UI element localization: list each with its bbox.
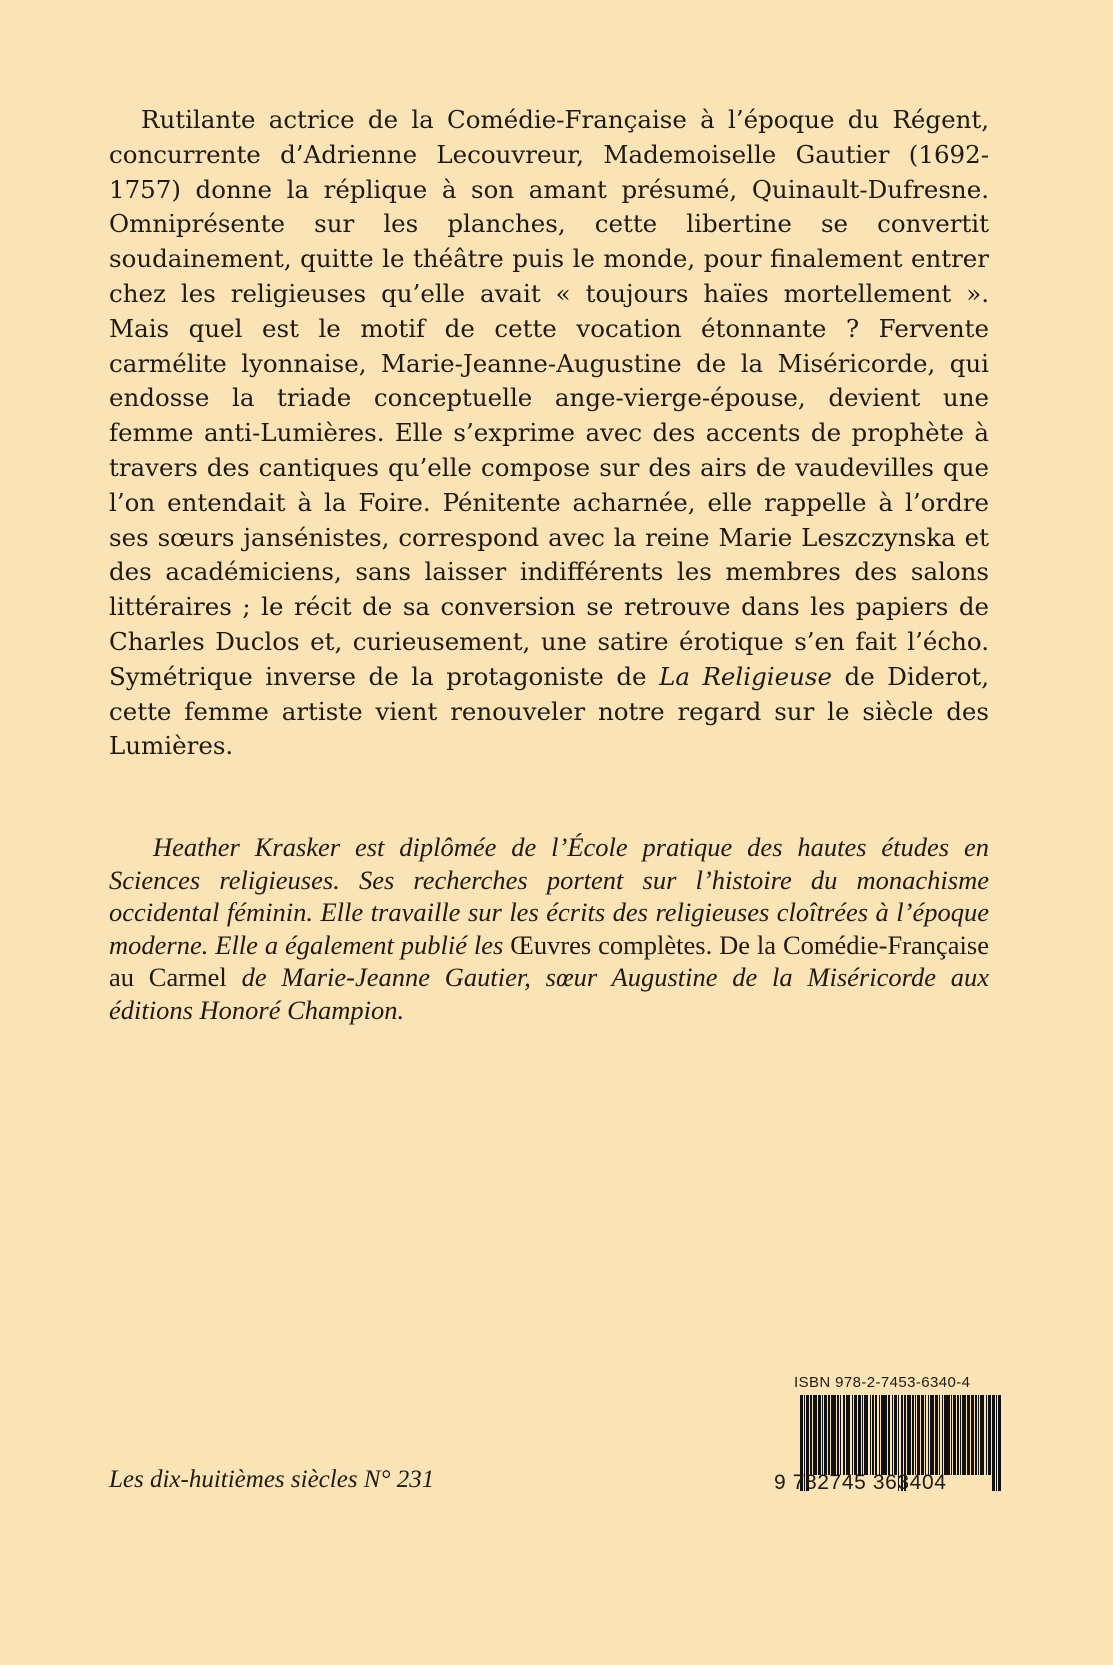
barcode-bar	[888, 1395, 891, 1475]
barcode-digits: 9 782745 363404	[774, 1471, 947, 1494]
isbn-barcode	[774, 1374, 1010, 1514]
barcode-bar	[939, 1395, 940, 1475]
barcode-bar	[907, 1395, 911, 1475]
oeuvres-completes-title: Œuvres complètes. De la Comédie-Française au Carmel	[109, 929, 989, 992]
barcode-bar	[915, 1395, 916, 1475]
barcode-bar	[930, 1395, 934, 1475]
back-cover-summary	[109, 103, 989, 764]
summary-paragraph	[109, 103, 989, 764]
barcode-bar	[862, 1395, 863, 1475]
barcode-bar	[831, 1395, 836, 1475]
barcode-bar	[858, 1395, 861, 1475]
barcode-bar	[824, 1395, 827, 1475]
barcode-bar	[928, 1395, 929, 1475]
barcode-bar	[935, 1395, 938, 1475]
barcode-bar	[962, 1395, 966, 1475]
barcode-bar	[971, 1395, 974, 1475]
barcode-bar	[837, 1395, 838, 1475]
barcode-bar	[822, 1395, 823, 1475]
isbn-label: ISBN 978-2-7453-6340-4	[794, 1374, 971, 1391]
author-bio-paragraph	[109, 831, 989, 1026]
summary-text-end: de Diderot, cette femme artiste vient renouveler notre regard sur le siècle des Lumières.	[109, 661, 989, 761]
barcode-bar	[975, 1395, 976, 1475]
barcode-bar	[870, 1395, 871, 1475]
barcode-bar	[917, 1395, 920, 1475]
barcode-bar	[840, 1395, 841, 1475]
barcode-bar	[978, 1395, 979, 1475]
barcode-bar	[957, 1395, 958, 1475]
barcode-bar	[986, 1395, 987, 1475]
barcode-bar	[846, 1395, 850, 1475]
barcode-bar	[810, 1395, 811, 1475]
barcode-bar	[875, 1395, 878, 1475]
barcode-bar	[980, 1395, 984, 1475]
barcode-bar	[953, 1395, 956, 1475]
barcode-bar	[818, 1395, 821, 1475]
author-bio-text-end: de Marie-Jeanne Gautier, sœur Augustine de la Miséricorde aux éditions Honoré Champion.	[109, 962, 990, 1025]
book-title-la-religieuse: La Religieuse	[659, 661, 832, 691]
barcode-bar	[912, 1395, 913, 1475]
series-label: Les dix-huitièmes siècles N° 231	[109, 1466, 435, 1493]
barcode-bar	[960, 1395, 961, 1475]
barcode-bar	[864, 1395, 868, 1475]
barcode-bar	[879, 1395, 880, 1475]
barcode-bar	[944, 1395, 949, 1475]
barcode-bar	[852, 1395, 853, 1475]
barcode-bar	[881, 1395, 886, 1475]
barcode-bar	[828, 1395, 829, 1475]
barcode-bar	[967, 1395, 970, 1475]
barcode-bar	[988, 1395, 991, 1475]
barcode-bar	[854, 1395, 857, 1475]
barcode-bar	[894, 1395, 897, 1475]
barcode-bar	[942, 1395, 943, 1475]
barcode-bar	[951, 1395, 952, 1475]
summary-text: Rutilante actrice de la Comédie-Française à l’époque du Régent, concurrente d’Adrienne Lecouvreur, Mademoiselle Gautier (1692-1757) donne la réplique à son amant présumé, Quinault-Dufresne. Omniprésente sur les planches, cette libertine se convertit soudainement, quitte le théâtre puis le monde, pour finalement entrer chez les religieuses qu’elle avait « toujours haïes mortellement ». Mais quel est le motif de cette vocation étonnante ? Fervente carmélite lyonnaise, Marie-Jeanne-Augustine de la Miséricorde, qui endosse la triade conceptuelle ange-vierge-épouse, devient une femme anti-Lumières. Elle s’exprime avec des accents de prophète à travers des cantiques qu’elle compose sur des airs de vaudevilles que l’on entendait à la Foire. Pénitente acharnée, elle rappelle à l’ordre ses sœurs jansénistes, correspond avec la reine Marie Leszczynska et des académiciens, sans laisser indifférents les membres des salons littéraires ; le récit de sa conversion se retrouve dans les papiers de Charles Duclos et, curieusement, une satire érotique s’en fait l’écho. Symétrique inverse de la protagoniste de	[109, 105, 989, 691]
barcode-bar	[872, 1395, 873, 1475]
barcode-bar	[921, 1395, 924, 1475]
barcode-bar	[892, 1395, 893, 1475]
author-biography	[109, 831, 989, 1026]
author-bio-text: Heather Krasker est diplômée de l’École pratique des hautes études en Sciences religieuses. Ses recherches portent sur l’histoire du monachisme occidental féminin. Elle travaille sur les écrits des religieuses cloîtrées à l’époque moderne. Elle a également publié les	[109, 832, 989, 960]
barcode-bar	[813, 1395, 817, 1475]
barcode-bar	[843, 1395, 846, 1475]
barcode-bar	[925, 1395, 926, 1475]
